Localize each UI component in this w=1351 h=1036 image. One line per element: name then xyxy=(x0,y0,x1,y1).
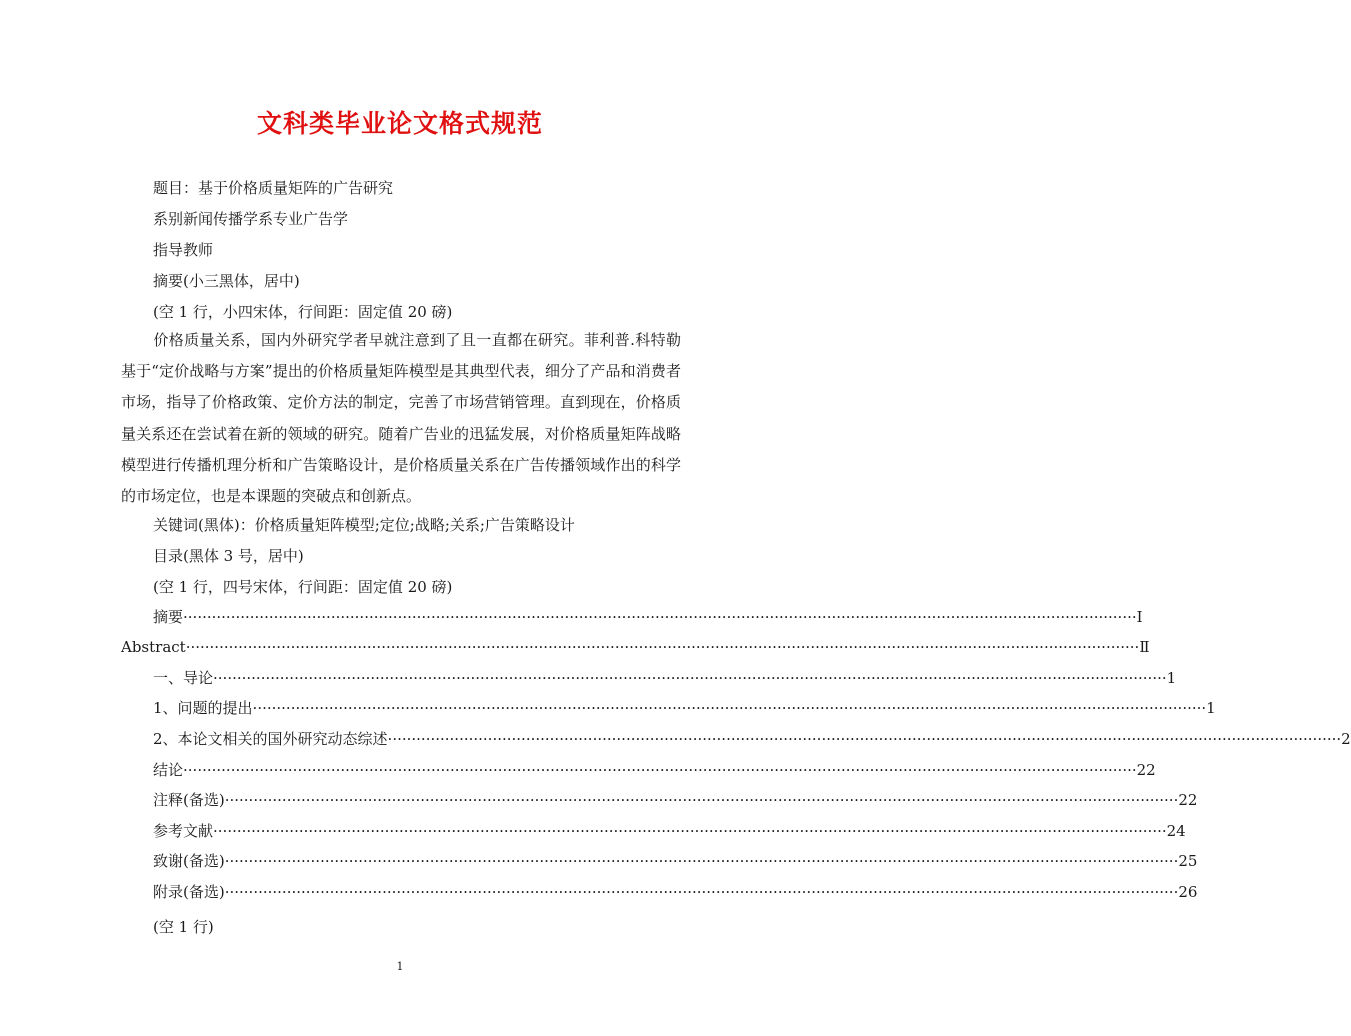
document-title: 文科类毕业论文格式规范 xyxy=(256,109,543,138)
toc-entry xyxy=(153,821,1186,841)
toc-entry-page: 2 xyxy=(1341,730,1351,748)
toc-entry-page: 24 xyxy=(1166,822,1186,840)
toc-leader-dots: ········································································································································································································ xyxy=(224,852,1179,870)
abstract-body xyxy=(121,325,681,512)
toc-entry xyxy=(153,851,1198,871)
toc-leader-dots: ········································································································································································································ xyxy=(213,822,1167,840)
toc-entry-page: 22 xyxy=(1136,761,1156,779)
toc-entry-page: Ⅰ xyxy=(1136,608,1143,626)
toc-entry xyxy=(153,882,1198,902)
toc-entry-page: 26 xyxy=(1178,883,1198,901)
toc-entry-label: 附录(备选) xyxy=(153,883,225,901)
topic-line: 题目：基于价格质量矩阵的广告研究 xyxy=(153,179,394,197)
toc-heading: 目录(黑体 3 号，居中) xyxy=(153,547,304,565)
toc-leader-dots: ········································································································································································································ xyxy=(185,638,1140,656)
toc-entry-page: 1 xyxy=(1166,669,1177,687)
toc-entry-label: 注释(备选) xyxy=(153,791,225,809)
toc-leader-dots: ········································································································································································································ xyxy=(213,669,1167,687)
toc-entry-label: 参考文献 xyxy=(153,822,214,840)
toc-entry-page: 22 xyxy=(1178,791,1198,809)
toc-entry xyxy=(153,698,1216,718)
toc-entry-label: 2、本论文相关的国外研究动态综述 xyxy=(153,730,388,748)
toc-leader-dots: ········································································································································································································ xyxy=(252,699,1207,717)
toc-leader-dots: ········································································································································································································ xyxy=(183,608,1137,626)
toc-entry-label: 摘要 xyxy=(153,608,184,626)
toc-leader-dots: ········································································································································································································ xyxy=(387,730,1342,748)
page-number: 1 xyxy=(396,960,404,973)
toc-entry-label: Abstract xyxy=(121,638,186,656)
toc-entry xyxy=(153,668,1177,688)
toc-entry-label: 结论 xyxy=(153,761,184,779)
keywords-line: 关键词(黑体)：价格质量矩阵模型;定位;战略;关系;广告策略设计 xyxy=(153,516,575,534)
toc-entry-label: 致谢(备选) xyxy=(153,852,225,870)
spacing-note-2: (空 1 行，四号宋体，行间距：固定值 20 磅) xyxy=(153,578,453,596)
department-line: 系别新闻传播学系专业广告学 xyxy=(153,210,349,228)
blank-line-note: (空 1 行) xyxy=(153,918,214,936)
toc-leader-dots: ········································································································································································································ xyxy=(183,761,1137,779)
abstract-text: 价格质量关系，国内外研究学者早就注意到了且一直都在研究。菲利普.科特勒基于“定价战略与方案”提出的价格质量矩阵模型是其典型代表，细分了产品和消费者市场，指导了价格政策、定价方法的制定，完善了市场营销管理。直到现在，价格质量关系还在尝试着在新的领域的研究。随着广告业的迅猛发展，对价格质量矩阵战略模型进行传播机理分析和广告策略设计，是价格质量关系在广告传播领域作出的科学的市场定位，也是本课题的突破点和创新点。 xyxy=(121,331,681,506)
advisor-line: 指导教师 xyxy=(153,241,214,259)
toc-entry xyxy=(153,790,1198,810)
toc-entry-label: 1、问题的提出 xyxy=(153,699,253,717)
abstract-heading: 摘要(小三黑体，居中) xyxy=(153,272,300,290)
toc-entry-page: Ⅱ xyxy=(1139,638,1150,656)
toc-leader-dots: ········································································································································································································ xyxy=(224,791,1179,809)
toc-entry-page: 1 xyxy=(1206,699,1216,717)
toc-entry xyxy=(153,607,1143,627)
toc-entry xyxy=(153,729,1351,749)
toc-entry xyxy=(121,637,1150,657)
spacing-note-1: (空 1 行，小四宋体，行间距：固定值 20 磅) xyxy=(153,303,453,321)
toc-entry xyxy=(153,760,1156,780)
toc-leader-dots: ········································································································································································································ xyxy=(224,883,1179,901)
toc-entry-label: 一、导论 xyxy=(153,669,214,687)
toc-entry-page: 25 xyxy=(1178,852,1198,870)
